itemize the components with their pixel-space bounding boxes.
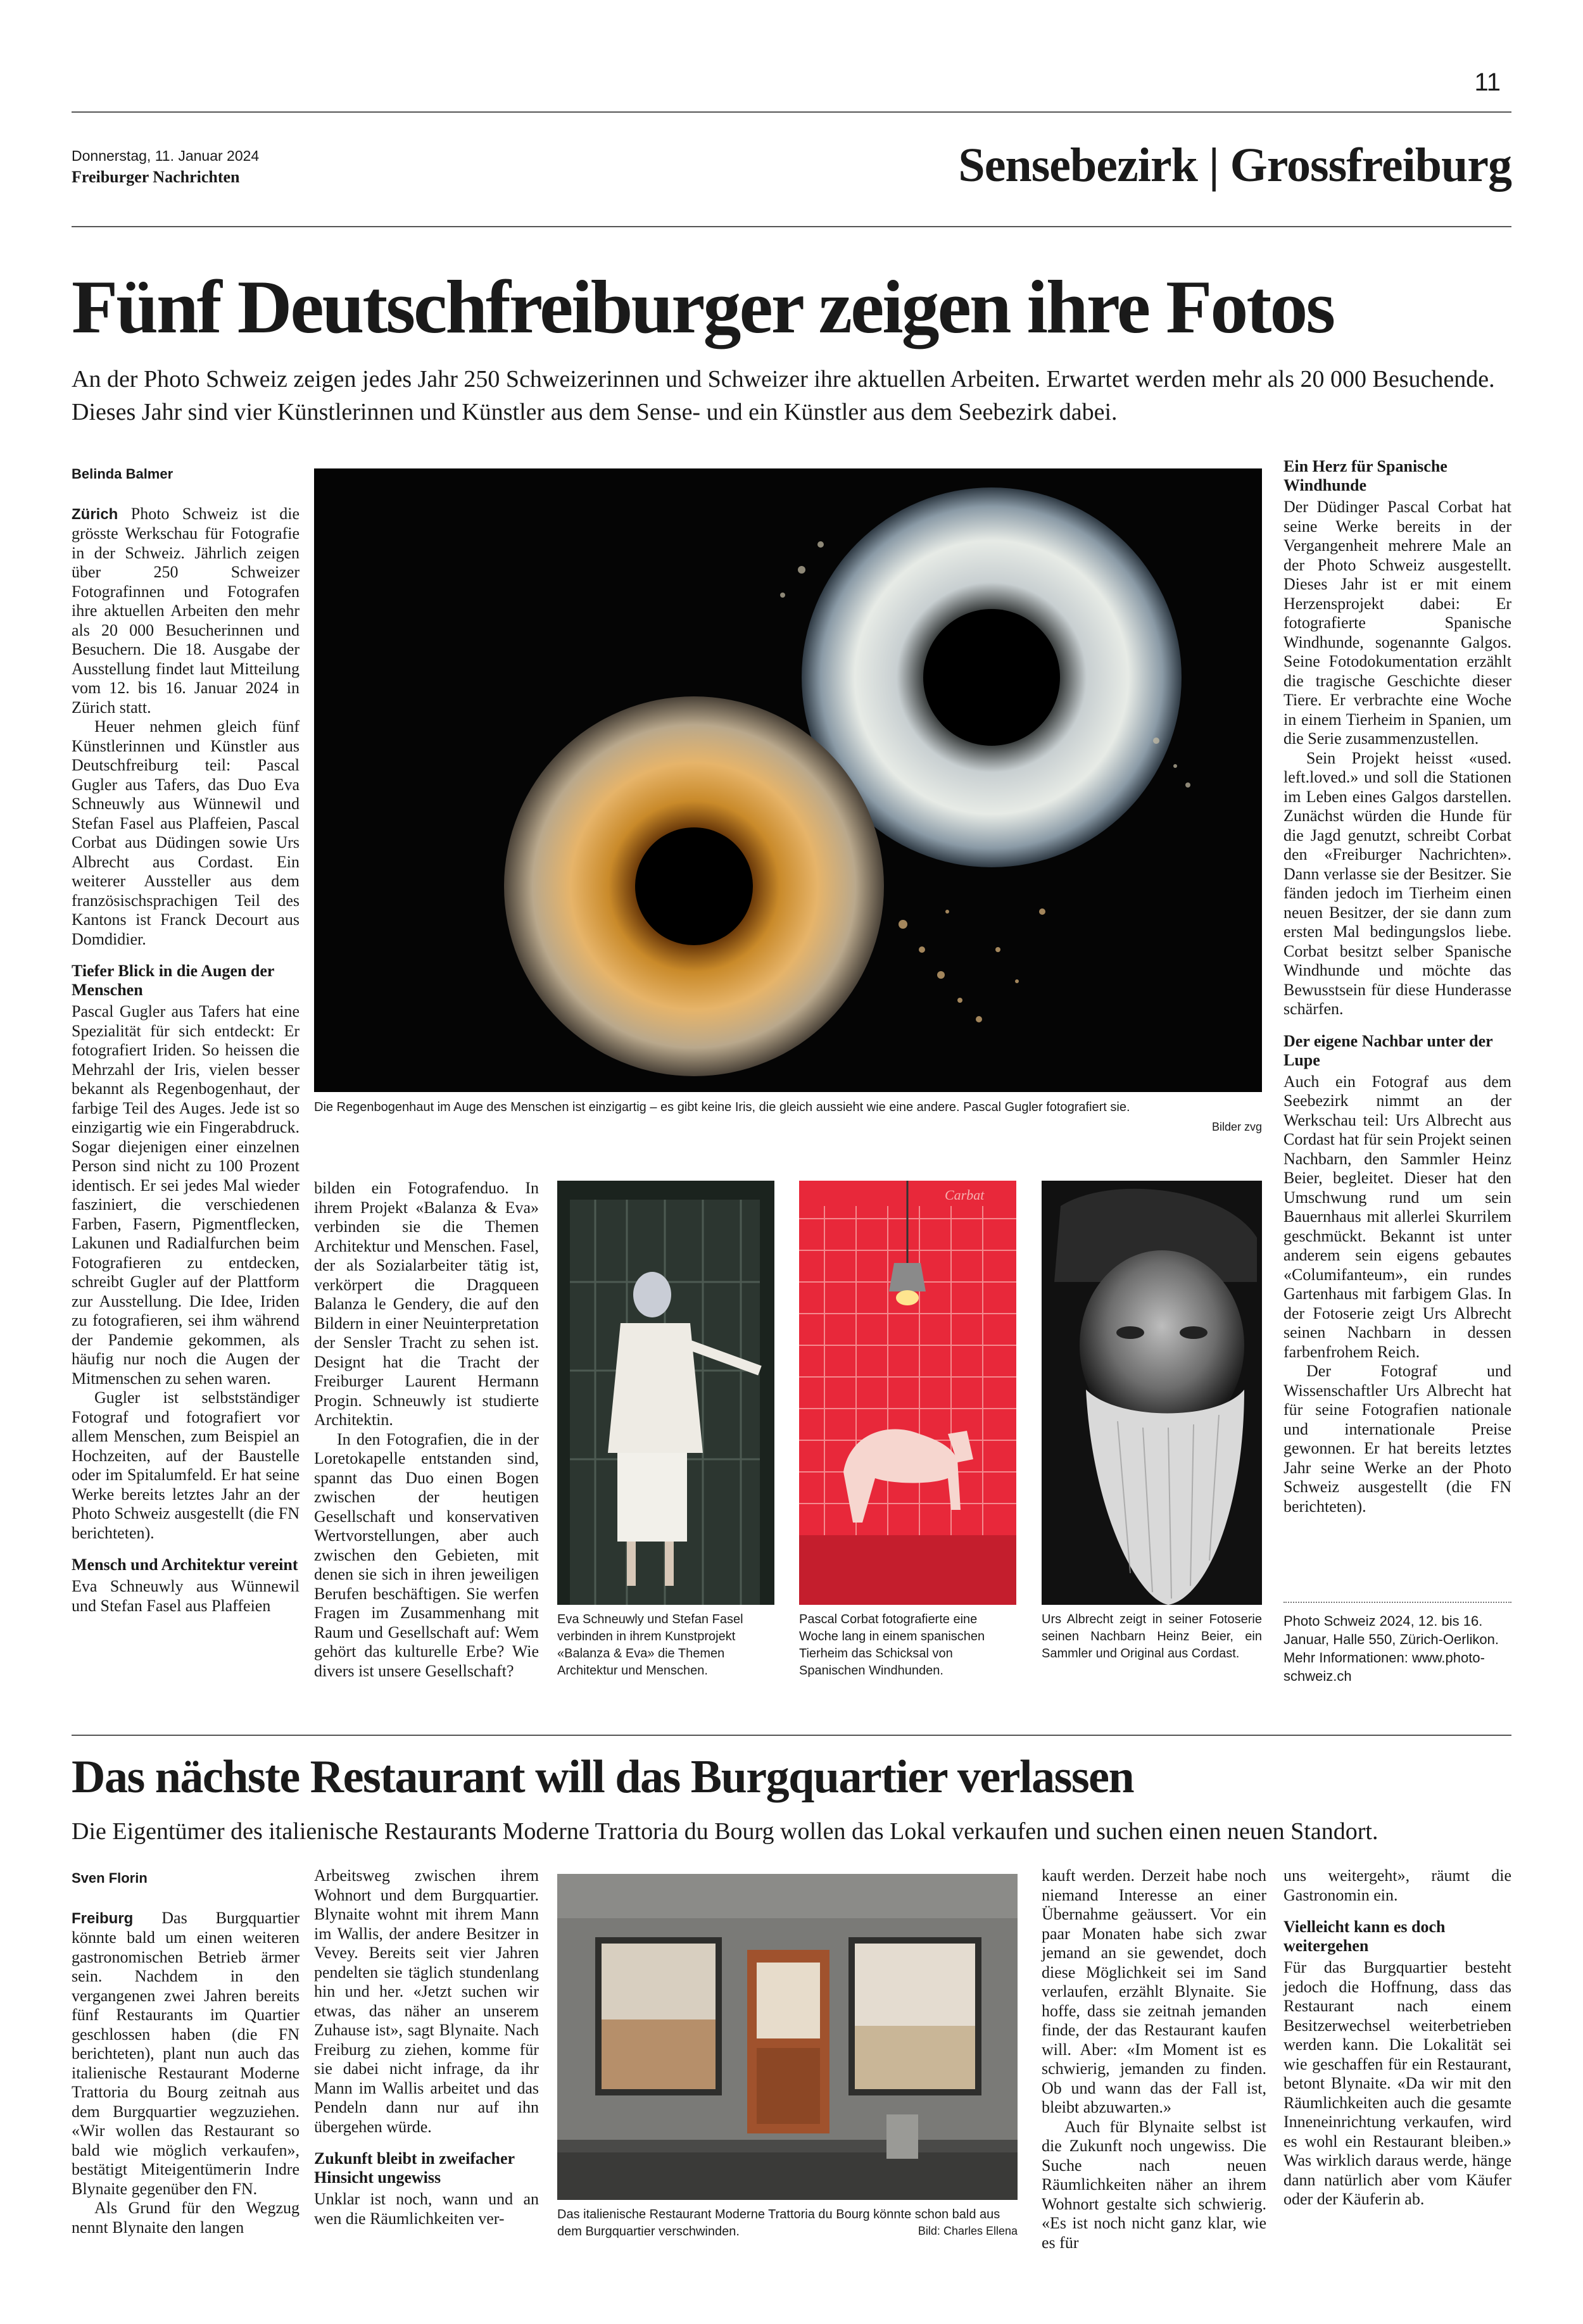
old-man-illustration: [1042, 1181, 1262, 1605]
iris-illustration: [314, 468, 1262, 1092]
article1-dateline: Zürich: [72, 505, 118, 523]
article2-column2: [314, 1866, 539, 2228]
article1-lead: An der Photo Schweiz zeigen jedes Jahr 250 Schweizerinnen und Schweizer ihre aktuellen Arbeiten. Erwartet werden mehr als 20 000 Besuchende. Dieses Jahr sind vier Künstlerinnen und Künstler aus dem Sense- und ein Künstler aus dem Seebezirk dabei.: [72, 366, 1495, 425]
newspaper-name: Freiburger Nachrichten: [72, 168, 240, 186]
article1-paragraph: bilden ein Fotografenduo. In ihrem Projekt «Balanza & Eva» verbinden sie die Themen Architektur und Menschen. Fasel, der als Sozialarbeiter tätig ist, verkörpert die Dragqueen Balanza le Gendery, die auf den Bildern in einer Neuinterpretation der Sensler Tracht zu sehen ist. Designt hat die Tracht der Freiburger Laurent Hermann Progin. Schneuwly ist studierte Architektin.: [314, 1179, 539, 1429]
article1-subheading: Mensch und Architektur vereint: [72, 1555, 298, 1574]
article1-paragraph: [72, 505, 300, 718]
iris-caption: Die Regenbogenhaut im Auge des Menschen ist einzigartig – es gibt keine Iris, die gleich aussieht wie eine andere. Pascal Gugler fotografiert sie.: [314, 1100, 1130, 1114]
article1-column1: [72, 465, 300, 1616]
section-title: Sensebezirk | Grossfreiburg: [958, 139, 1511, 192]
article2-paragraph: Für das Burgquartier besteht jedoch die Hoffnung, dass das Restaurant nach einem Besitzerwechsel weiterbetrieben werden kann. Die Lokalität sei wie geschaffen für ein Restaurant, betont Blynaite. «Da wir mit den Räumlichkeiten auch die gesamte Inneneinrichtung verkaufen, wird es wohl ein Restaurant bleiben.» Was wirklich daraus werde, hänge dann natürlich aber vom Käufer oder der Käuferin ab.: [1283, 1958, 1511, 2208]
article1-paragraph: Auch ein Fotograf aus dem Seebezirk nimmt an der Werkschau teil: Urs Albrecht aus Cordast hat für sein Projekt seinen Nachbarn, den Sammler Heinz Beier, begleitet. Dieser hat den Umschwung rund um sein Bauernhaus mit allerlei Skurrilem geschmückt. Bekannt ist unter anderem sein eigens gebautes «Columifanteum», ein rundes Gartenhaus mit farbigem Glas. In der Fotoserie zeigt Urs Albrecht seinen Nachbarn in dessen farbenfrohem Reich.: [1283, 1072, 1511, 1361]
article1-paragraph: Der Fotograf und Wissenschaftler Urs Albrecht hat für seine Fotografien nationale und internationale Preise gewonnen. Er hat bereits letztes Jahr seine Werke an der Photo Schweiz ausgestellt (die FN berichteten).: [1283, 1362, 1511, 1516]
article2-paragraph: Arbeitsweg zwischen ihrem Wohnort und dem Burgquartier. Blynaite wohnt mit ihrem Mann im Wallis, der andere Besitzer in Vevey. Bereits seit vier Jahren pendelten sie täglich stundenlang hin und her. «Jetzt suchen wir etwas, das näher an unserem Zuhause ist», sagt Blynaite. Nach Freiburg zu ziehen, komme für sie dabei nicht infrage, da ihr Mann im Wallis arbeitet und das Pendeln dann nur auf ihn übergehen würde.: [314, 1866, 539, 2136]
edition-date: Donnerstag, 11. Januar 2024: [72, 148, 260, 164]
article2-paragraph: Auch für Blynaite selbst ist die Zukunft noch ungewiss. Die Suche nach neuen Räumlichkeiten näher an ihrem Wohnort gestalte sich schwierig. «Es ist noch nicht ganz klar, wie es für: [1042, 2117, 1266, 2252]
iris-photo: [314, 468, 1262, 1092]
dog-caption: Pascal Corbat fotografierte eine Woche lang in einem spanischen Tierheim das Schicksal von Spanischen Windhunden.: [799, 1612, 985, 1678]
article1-column2: [314, 1179, 539, 1681]
article2-paragraph: [72, 1909, 300, 2199]
old-man-caption: Urs Albrecht zeigt in seiner Fotoserie seinen Nachbarn Heinz Beier, ein Sammler und Original aus Cordast.: [1042, 1612, 1262, 1661]
dog-photo: [799, 1181, 1016, 1605]
article2-column1: [72, 1869, 300, 2237]
article2-headline: Das nächste Restaurant will das Burgquartier verlassen: [72, 1751, 1134, 1803]
article2-lead: Die Eigentümer des italienische Restaurants Moderne Trattoria du Bourg wollen das Lokal verkaufen und suchen einen neuen Standort.: [72, 1818, 1378, 1845]
article1-paragraph: Pascal Gugler aus Tafers hat eine Spezialität für sich entdeckt: Er fotografiert Iriden. So heissen die Mehrzahl der Iris, vielen besser bekannt als Regenbogenhaut, der farbige Teil des Auges. Jede ist so einzigartig wie ein Fingerabdruck. Sogar diejenigen einer einzelnen Person sind nicht zu 100 Prozent identisch. Er sei jedes Mal wieder fasziniert, die verschiedenen Farben, Fasern, Pigmentflecken, Lakunen und Radialfurchen beim Fotografieren zu entdecken, schreibt Gugler auf der Plattform zur Ausstellung. Die Idee, Iriden zu fotografieren, sei ihm während der Pandemie gekommen, als häufig nur noch die Augen der Mitmenschen zu sehen waren.: [72, 1002, 300, 1388]
article2-paragraph: uns weitergeht», räumt die Gastronomin ein.: [1283, 1866, 1511, 1904]
article2-paragraph: Als Grund für den Wegzug nennt Blynaite den langen: [72, 2199, 300, 2237]
restaurant-credit: Bild: Charles Ellena: [918, 2225, 1018, 2237]
article1-paragraph: Gugler ist selbstständiger Fotograf und fotografiert vor allem Menschen, zum Beispiel an Hochzeiten, auf der Baustelle oder im Spitalumfeld. Er hat seine Werke bereits letztes Jahr an der Photo Schweiz ausgestellt (die FN berichteten).: [72, 1388, 300, 1542]
restaurant-caption: Das italienische Restaurant Moderne Trattoria du Bourg könnte schon bald aus dem Burgquartier verschwinden.: [557, 2208, 1000, 2239]
restaurant-illustration: [557, 1874, 1018, 2200]
page-number: 11: [1474, 68, 1501, 96]
article1-paragraph: Sein Projekt heisst «used. left.loved.» und soll die Stationen im Leben eines Galgos darstellen. Zunächst würden die Hunde für die Jagd genutzt, schreibt Corbat den «Freiburger Nachrichten». Dann verlasse sie der Besitzer. Sie fänden jedoch im Tierheim einen neuen Besitzer, der sie dann zum ersten Mal bedingungslos liebe. Corbat besitzt selber Spanische Windhunde und möchte das Bewusstsein für diese Hunderasse schärfen.: [1283, 748, 1511, 1018]
article2-paragraph: Unklar ist noch, wann und an wen die Räumlichkeiten ver-: [314, 2190, 539, 2228]
header-rule: [72, 226, 1511, 227]
article1-paragraph: Heuer nehmen gleich fünf Künstlerinnen und Künstler aus Deutschfreiburg teil: Pascal Gugler aus Tafers, das Duo Eva Schneuwly aus Wünnewil und Stefan Fasel aus Plaffeien, Pascal Corbat aus Düdingen sowie Urs Albrecht aus Cordast. Ein weiterer Aussteller aus dem französischsprachigen Teil des Kantons ist Franck Decourt aus Domdidier.: [72, 717, 300, 948]
article2-subheading: Zukunft bleibt in zweifacher Hinsicht ungewiss: [314, 2149, 515, 2187]
old-man-photo: [1042, 1181, 1262, 1605]
restaurant-photo: [557, 1874, 1018, 2200]
dog-sign-text: Carbat: [945, 1187, 985, 1203]
article2-author: Sven Florin: [72, 1870, 148, 1886]
article2-dateline: Freiburg: [72, 1909, 134, 1927]
balanza-caption: Eva Schneuwly und Stefan Fasel verbinden in ihrem Kunstprojekt «Balanza & Eva» die Themen Architektur und Menschen.: [557, 1612, 743, 1678]
balanza-illustration: [557, 1181, 774, 1605]
article1-subheading: Ein Herz für Spanische Windhunde: [1283, 457, 1447, 494]
article2-paragraph: kauft werden. Derzeit habe noch niemand Interesse an einer Übernahme geäussert. Vor ein paar Monaten habe sich zwar jemand an sie gewendet, doch diese Möglichkeit sei im Sand verlaufen, erzählt Blynaite. Sie hoffe, dass sie zeitnah jemanden finde, der das Restaurant kaufen will. Aber: «Im Moment ist es schwierig, jemanden zu finden. Ob und wann das der Fall ist, bleibt abzuwarten.»: [1042, 1866, 1266, 2116]
article1-paragraph: Der Düdinger Pascal Corbat hat seine Werke bereits in der Vergangenheit mehrere Male an der Photo Schweiz ausgestellt. Dieses Jahr ist er mit einem Herzensprojekt dabei: Er fotografierte Spanische Windhunde, sogenannte Galgos. Seine Fotodokumentation erzählt die tragische Geschichte dieser Tiere. Er verbrachte eine Woche in einem Tierheim in Spanien, um die Serie zusammenzustellen.: [1283, 498, 1511, 748]
article2-column3: [1042, 1866, 1266, 2252]
article2-text: Das Burgquartier könnte bald um einen weiteren gastronomischen Betrieb ärmer sein. Nachdem in den vergangenen zwei Jahren bereits fünf Restaurants im Quartier geschlossen haben (die FN berichteten), plant nun auch das italienische Restaurant Moderne Trattoria du Bourg zeitnah aus dem Burgquartier wegzuziehen. «Wir wollen das Restaurant so bald wie möglich verkaufen», bestätigt Miteigentümerin Indre Blynaite gegenüber den FN.: [72, 1908, 300, 2198]
dog-illustration: [799, 1181, 1016, 1605]
article1-paragraph: Eva Schneuwly aus Wünnewil und Stefan Fasel aus Plaffeien: [72, 1577, 300, 1615]
article2-column4: [1283, 1866, 1511, 2209]
article2-subheading: Vielleicht kann es doch weitergehen: [1283, 1918, 1446, 1955]
article1-column4: [1283, 457, 1511, 1516]
top-rule: [72, 111, 1511, 113]
article1-text: Photo Schweiz ist die grösste Werkschau für Fotografie in der Schweiz. Jährlich zeigen über 250 Schweizer Fotografinnen und Fotografen ihre aktuellen Arbeiten den mehr als 20 000 Besucherinnen und Besuchern. Die 18. Ausgabe der Ausstellung findet laut Mitteilung vom 12. bis 16. Januar 2024 in Zürich statt.: [72, 504, 300, 717]
balanza-photo: [557, 1181, 774, 1605]
info-box: Photo Schweiz 2024, 12. bis 16. Januar, Halle 550, Zürich-Oerlikon. Mehr Informationen: www.photo-schweiz.ch: [1283, 1602, 1511, 1685]
article1-paragraph: In den Fotografien, die in der Loretokapelle entstanden sind, spannt das Duo einen Bogen zwischen der heutigen Gesellschaft und konservativen Wertvorstellungen, aber auch zwischen den Gebieten, mit denen sie sich in ihren jeweiligen Berufen beschäftigen. Sie werfen Fragen im Zusammenhang mit Raum und Gesellschaft auf: Wem gehört das kulturelle Erbe? Wie divers ist unsere Gesellschaft?: [314, 1429, 539, 1680]
article1-subheading: Tiefer Blick in die Augen der Menschen: [72, 962, 274, 999]
article-divider: [72, 1735, 1511, 1736]
article1-subheading: Der eigene Nachbar unter der Lupe: [1283, 1031, 1493, 1069]
article1-author: Belinda Balmer: [72, 466, 173, 482]
iris-credit: Bilder zvg: [1211, 1121, 1262, 1133]
article1-headline: Fünf Deutschfreiburger zeigen ihre Fotos: [72, 265, 1334, 349]
